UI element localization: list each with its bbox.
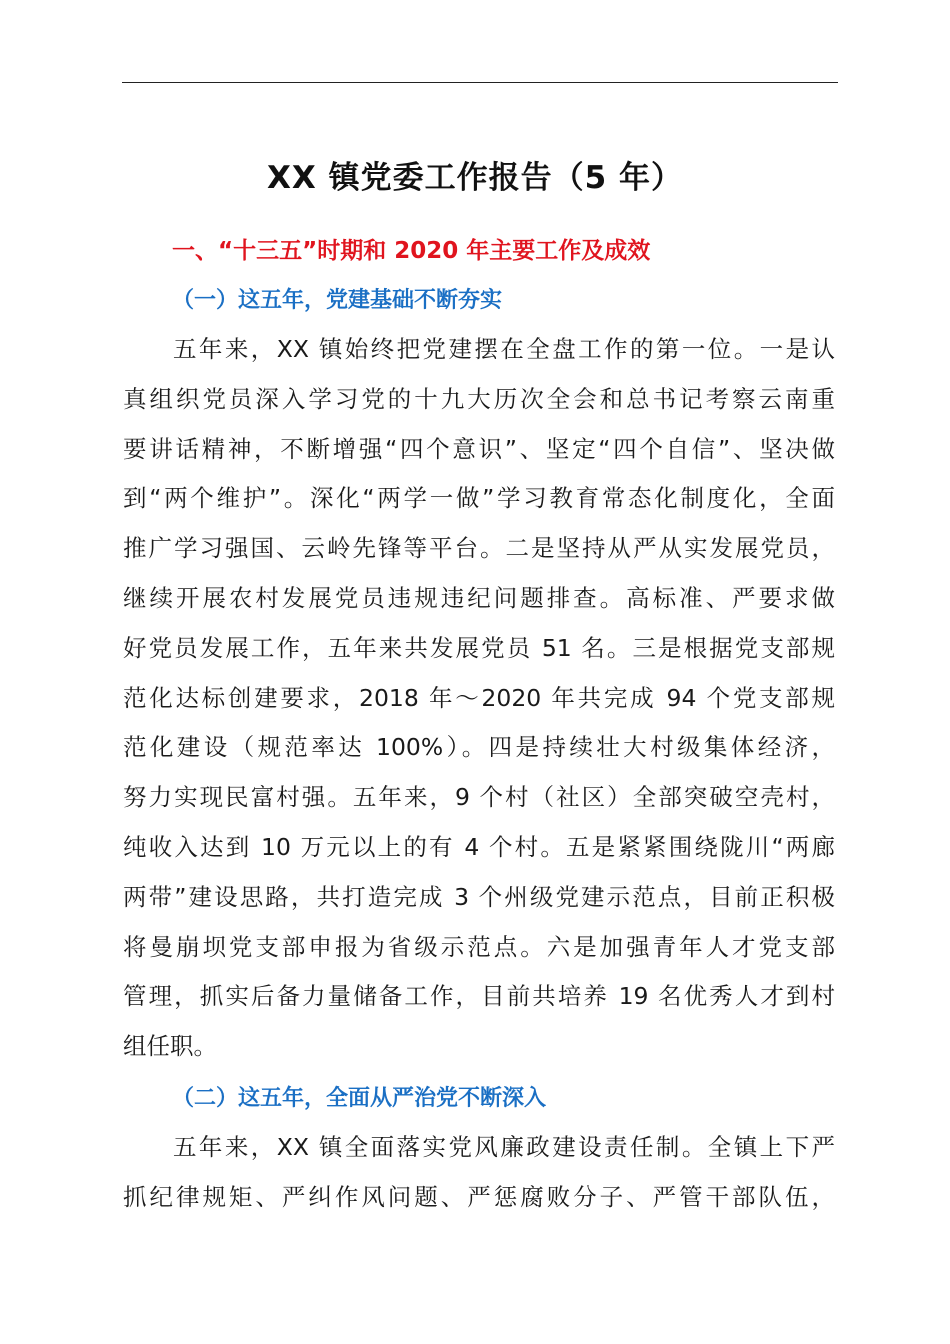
paragraph-line: 真组织党员深入学习党的十九大历次全会和总书记考察云南重 [123, 384, 835, 413]
paragraph-line: 范化达标创建要求，2018 年～2020 年共完成 94 个党支部规 [123, 683, 835, 712]
paragraph-line: 组任职。 [123, 1032, 217, 1061]
section-heading-1: 一、“十三五”时期和 2020 年主要工作及成效 [172, 238, 651, 264]
subsection-heading-2: （二）这五年，全面从严治党不断深入 [172, 1086, 547, 1111]
paragraph-line: 范化建设（规范率达 100%）。四是持续壮大村级集体经济， [123, 733, 835, 762]
paragraph-line: 纯收入达到 10 万元以上的有 4 个村。五是紧紧围绕陇川“两廊 [123, 832, 835, 861]
paragraph-line: 五年来，XX 镇始终把党建摆在全盘工作的第一位。一是认 [173, 335, 835, 363]
page-title: XX 镇党委工作报告（5 年） [267, 160, 683, 196]
paragraph-1 [123, 325, 835, 1072]
paragraph-line: 管理，抓实后备力量储备工作，目前共培养 19 名优秀人才到村 [123, 982, 835, 1011]
paragraph-line: 推广学习强国、云岭先锋等平台。二是坚持从严从实发展党员， [123, 534, 835, 563]
header-rule [122, 82, 838, 83]
paragraph-line: 好党员发展工作，五年来共发展党员 51 名。三是根据党支部规 [123, 633, 835, 662]
paragraph-line: 继续开展农村发展党员违规违纪问题排查。高标准、严要求做 [123, 583, 835, 612]
paragraph-2 [123, 1123, 835, 1223]
paragraph-line: 努力实现民富村强。五年来，9 个村（社区）全部突破空壳村， [123, 783, 835, 812]
subsection-heading-1: （一）这五年，党建基础不断夯实 [172, 288, 503, 313]
paragraph-line: 抓纪律规矩、严纠作风问题、严惩腐败分子、严管干部队伍， [123, 1182, 835, 1211]
paragraph-line: 要讲话精神，不断增强“四个意识”、坚定“四个自信”、坚决做 [123, 434, 835, 463]
paragraph-line: 五年来，XX 镇全面落实党风廉政建设责任制。全镇上下严 [173, 1133, 835, 1161]
paragraph-line: 两带”建设思路，共打造完成 3 个州级党建示范点，目前正积极 [123, 882, 835, 911]
paragraph-line: 将曼崩坝党支部申报为省级示范点。六是加强青年人才党支部 [123, 932, 835, 961]
paragraph-line: 到“两个维护”。深化“两学一做”学习教育常态化制度化，全面 [123, 484, 835, 513]
